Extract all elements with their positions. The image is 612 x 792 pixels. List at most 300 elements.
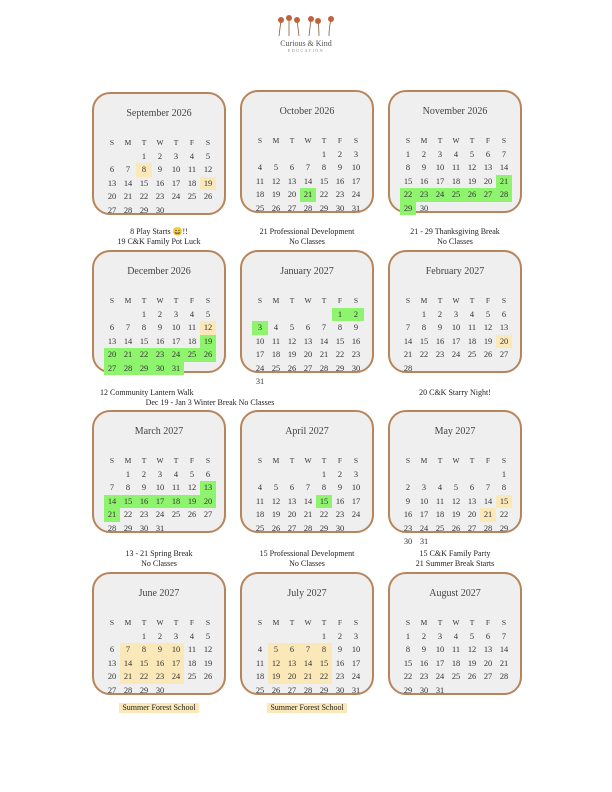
day-cell: 7: [120, 643, 136, 657]
weekday-label: F: [485, 296, 491, 305]
day-cell: 15: [496, 495, 512, 509]
day-cell: 7: [109, 483, 115, 492]
day-cell: 15: [139, 178, 149, 188]
day-cell: 27: [107, 205, 117, 215]
day-cell: 13: [467, 496, 477, 506]
month-grid: [104, 294, 216, 375]
note-july: [240, 703, 374, 713]
flowers-icon: [271, 14, 341, 38]
weekday-label: S: [205, 296, 211, 305]
day-cell: 21: [303, 510, 313, 519]
day-cell: 17: [255, 350, 265, 359]
day-cell: 1: [332, 308, 348, 322]
weekday-label: S: [405, 456, 411, 465]
day-cell: 21: [499, 658, 509, 668]
weekday-header: [104, 454, 216, 468]
day-cell: 27: [287, 523, 297, 533]
day-cell: 22: [403, 672, 413, 681]
empty-cell: [464, 468, 480, 482]
weekday-label: W: [452, 296, 460, 305]
empty-cell: [400, 468, 416, 482]
day-cell: 28: [107, 523, 117, 533]
day-cell: 27: [480, 188, 496, 202]
day-cell: 27: [499, 350, 509, 359]
week-row: [252, 670, 364, 684]
weekday-label: T: [321, 456, 327, 465]
day-cell: 3: [353, 469, 359, 479]
day-cell: 23: [435, 350, 445, 359]
day-cell: 13: [284, 657, 300, 671]
day-cell: 11: [451, 163, 461, 172]
day-cell: 9: [337, 163, 343, 172]
week-row: [104, 190, 216, 204]
week-row: [400, 630, 512, 644]
day-cell: 13: [107, 178, 117, 188]
day-cell: 13: [287, 496, 297, 506]
weekday-header: [252, 616, 364, 630]
day-cell: 21: [480, 508, 496, 522]
weekday-label: M: [420, 296, 428, 305]
empty-cell: [300, 308, 316, 322]
day-cell: 27: [107, 685, 117, 695]
week-row: [400, 308, 512, 322]
day-cell: 14: [120, 657, 136, 671]
day-cell: 29: [139, 205, 149, 215]
day-cell: 13: [483, 163, 493, 172]
summer-forest-school-label: Summer Forest School: [119, 703, 198, 713]
day-cell: 7: [125, 165, 131, 174]
day-cell: 31: [419, 537, 429, 546]
day-cell: 2: [157, 631, 163, 641]
day-cell: 4: [173, 469, 179, 479]
day-cell: 7: [405, 323, 411, 332]
day-cell: 24: [351, 190, 361, 199]
weekday-label: M: [272, 618, 280, 627]
weekday-label: T: [173, 618, 179, 627]
day-cell: 18: [255, 510, 265, 519]
day-cell: 4: [453, 631, 459, 641]
day-cell: 24: [351, 510, 361, 519]
week-row: [104, 670, 216, 684]
week-row: [252, 161, 364, 175]
week-row: [400, 684, 512, 698]
day-cell: 8: [136, 643, 152, 657]
day-cell: 28: [123, 685, 133, 695]
day-cell: 14: [123, 336, 133, 346]
day-cell: 6: [109, 165, 115, 174]
day-cell: 5: [469, 631, 475, 641]
week-row: [400, 148, 512, 162]
day-cell: 11: [255, 496, 265, 506]
week-row: [104, 522, 216, 536]
day-cell: 4: [189, 309, 195, 319]
day-cell: 26: [271, 685, 281, 695]
day-cell: 25: [451, 672, 461, 681]
day-cell: 5: [205, 631, 211, 641]
weekday-label: S: [405, 618, 411, 627]
weekday-label: T: [321, 618, 327, 627]
weekday-label: T: [321, 136, 327, 145]
weekday-label: S: [109, 456, 115, 465]
day-cell: 10: [171, 323, 181, 332]
day-cell: 6: [289, 163, 295, 172]
day-cell: 26: [187, 510, 197, 519]
week-row: [104, 321, 216, 335]
note-line: Dec 19 - Jan 3 Winter Break No Classes: [145, 398, 275, 407]
empty-cell: [120, 150, 136, 164]
day-cell: 9: [421, 163, 427, 172]
day-cell: 30: [335, 203, 345, 213]
day-cell: 16: [335, 176, 345, 186]
day-cell: 10: [171, 165, 181, 174]
empty-cell: [268, 468, 284, 482]
day-cell: 26: [271, 203, 281, 213]
day-cell: 17: [351, 658, 361, 668]
day-cell: 28: [319, 363, 329, 373]
day-cell: 9: [157, 323, 163, 332]
day-cell: 11: [171, 483, 181, 492]
day-cell: 8: [316, 643, 332, 657]
week-row: [252, 495, 364, 509]
day-cell: 31: [351, 685, 361, 695]
weekday-label: W: [452, 618, 460, 627]
weekday-label: W: [156, 618, 164, 627]
weekday-label: T: [173, 456, 179, 465]
empty-cell: [284, 148, 300, 162]
week-row: [252, 188, 364, 202]
day-cell: 26: [203, 672, 213, 681]
week-row: [252, 630, 364, 644]
weekday-header: [400, 454, 512, 468]
weekday-label: M: [272, 296, 280, 305]
day-cell: 29: [136, 362, 152, 376]
day-cell: 30: [335, 685, 345, 695]
day-cell: 4: [189, 151, 195, 161]
day-cell: 24: [255, 363, 265, 373]
day-cell: 29: [403, 685, 413, 695]
weekday-label: S: [257, 136, 263, 145]
week-row: [104, 508, 216, 522]
summer-forest-school-label: Summer Forest School: [267, 703, 346, 713]
day-cell: 31: [351, 203, 361, 213]
day-cell: 27: [303, 363, 313, 373]
empty-cell: [284, 308, 300, 322]
day-cell: 20: [496, 335, 512, 349]
weekday-label: M: [124, 618, 132, 627]
day-cell: 10: [435, 163, 445, 172]
day-cell: 29: [123, 523, 133, 533]
weekday-label: S: [109, 618, 115, 627]
week-row: [400, 202, 512, 216]
day-cell: 2: [157, 151, 163, 161]
note-april: [240, 549, 374, 569]
day-cell: 28: [303, 203, 313, 213]
day-cell: 13: [200, 481, 216, 495]
day-cell: 25: [467, 350, 477, 359]
weekday-label: M: [124, 456, 132, 465]
day-cell: 19: [200, 335, 216, 349]
day-cell: 17: [435, 176, 445, 186]
day-cell: 9: [141, 483, 147, 492]
day-cell: 28: [303, 685, 313, 695]
day-cell: 26: [200, 348, 216, 362]
note-march: [92, 549, 226, 569]
weekday-label: F: [189, 456, 195, 465]
day-cell: 3: [173, 631, 179, 641]
day-cell: 15: [335, 336, 345, 346]
day-cell: 23: [419, 672, 429, 681]
day-cell: 10: [255, 336, 265, 346]
day-cell: 18: [187, 658, 197, 668]
day-cell: 20: [104, 348, 120, 362]
empty-cell: [104, 308, 120, 322]
day-cell: 17: [451, 336, 461, 346]
day-cell: 13: [287, 176, 297, 186]
day-cell: 5: [485, 309, 491, 319]
month-grid: [104, 454, 216, 535]
day-cell: 4: [257, 645, 263, 654]
day-cell: 13: [107, 336, 117, 346]
day-cell: 18: [168, 495, 184, 509]
day-cell: 19: [483, 336, 493, 346]
day-cell: 25: [448, 188, 464, 202]
weekday-label: T: [173, 296, 179, 305]
week-row: [400, 522, 512, 536]
day-cell: 29: [139, 685, 149, 695]
day-cell: 23: [335, 510, 345, 519]
day-cell: 21: [300, 188, 316, 202]
day-cell: 15: [316, 495, 332, 509]
day-cell: 25: [184, 348, 200, 362]
day-cell: 2: [337, 631, 343, 641]
empty-cell: [252, 468, 268, 482]
day-cell: 30: [152, 362, 168, 376]
day-cell: 10: [351, 483, 361, 492]
week-row: [400, 508, 512, 522]
week-row: [252, 375, 364, 389]
empty-cell: [432, 468, 448, 482]
note-line: 21 - 29 Thanksgiving Break: [410, 227, 500, 236]
day-cell: 26: [287, 363, 297, 373]
day-cell: 21: [104, 508, 120, 522]
empty-cell: [104, 468, 120, 482]
day-cell: 18: [255, 672, 265, 681]
day-cell: 23: [403, 523, 413, 533]
day-cell: 11: [255, 658, 265, 668]
note-june: [92, 703, 226, 713]
weekday-header: [400, 134, 512, 148]
weekday-label: S: [405, 136, 411, 145]
day-cell: 5: [268, 643, 284, 657]
empty-cell: [284, 468, 300, 482]
month-grid: [104, 616, 216, 697]
day-cell: 15: [403, 176, 413, 186]
day-cell: 2: [337, 469, 343, 479]
day-cell: 12: [187, 483, 197, 492]
weekday-label: T: [289, 296, 295, 305]
day-cell: 7: [321, 323, 327, 332]
day-cell: 2: [157, 309, 163, 319]
day-cell: 19: [451, 510, 461, 519]
weekday-label: S: [501, 136, 507, 145]
day-cell: 29: [319, 523, 329, 533]
day-cell: 1: [421, 309, 427, 319]
day-cell: 17: [171, 336, 181, 346]
weekday-header: [252, 294, 364, 308]
day-cell: 25: [187, 672, 197, 681]
week-row: [400, 643, 512, 657]
day-cell: 1: [321, 469, 327, 479]
day-cell: 31: [155, 523, 165, 533]
day-cell: 28: [120, 362, 136, 376]
week-row: [400, 362, 512, 376]
weekday-label: S: [353, 618, 359, 627]
day-cell: 23: [351, 350, 361, 359]
day-cell: 16: [435, 336, 445, 346]
week-row: [400, 321, 512, 335]
day-cell: 1: [405, 631, 411, 641]
weekday-label: S: [205, 618, 211, 627]
day-cell: 23: [152, 348, 168, 362]
weekday-label: F: [189, 296, 195, 305]
day-cell: 2: [421, 631, 427, 641]
day-cell: 8: [136, 163, 152, 177]
weekday-label: T: [437, 136, 443, 145]
week-row: [252, 348, 364, 362]
day-cell: 4: [469, 309, 475, 319]
weekday-label: W: [156, 456, 164, 465]
weekday-label: M: [420, 456, 428, 465]
day-cell: 16: [419, 658, 429, 668]
day-cell: 3: [252, 321, 268, 335]
day-cell: 8: [501, 483, 507, 492]
weekday-label: W: [156, 296, 164, 305]
day-cell: 11: [187, 323, 197, 332]
note-february: [388, 388, 522, 398]
month-title: January 2027: [280, 266, 334, 277]
day-cell: 24: [435, 672, 445, 681]
day-cell: 10: [435, 645, 445, 654]
day-cell: 18: [467, 336, 477, 346]
week-row: [252, 308, 364, 322]
day-cell: 7: [501, 149, 507, 159]
day-cell: 6: [305, 323, 311, 332]
day-cell: 21: [120, 348, 136, 362]
week-row: [104, 177, 216, 191]
day-cell: 15: [419, 336, 429, 346]
calendar-november-2026: [388, 90, 522, 213]
day-cell: 23: [152, 670, 168, 684]
day-cell: 7: [305, 483, 311, 492]
weekday-label: S: [405, 296, 411, 305]
day-cell: 5: [205, 151, 211, 161]
day-cell: 9: [353, 323, 359, 332]
day-cell: 24: [351, 672, 361, 681]
day-cell: 21: [123, 192, 133, 201]
month-grid: [252, 454, 364, 535]
month-title: March 2027: [134, 426, 184, 437]
day-cell: 9: [337, 483, 343, 492]
day-cell: 2: [437, 309, 443, 319]
week-row: [104, 348, 216, 362]
note-december: [100, 388, 320, 408]
note-line: 21 Summer Break Starts: [415, 559, 495, 568]
day-cell: 31: [435, 685, 445, 695]
day-cell: 26: [467, 672, 477, 681]
day-cell: 28: [123, 205, 133, 215]
day-cell: 9: [405, 496, 411, 506]
day-cell: 19: [467, 176, 477, 186]
day-cell: 25: [255, 523, 265, 533]
empty-cell: [120, 308, 136, 322]
day-cell: 20: [303, 350, 313, 359]
day-cell: 9: [152, 643, 168, 657]
day-cell: 16: [155, 336, 165, 346]
week-row: [252, 481, 364, 495]
day-cell: 17: [435, 658, 445, 668]
day-cell: 16: [136, 495, 152, 509]
day-cell: 20: [107, 192, 117, 201]
weekday-label: W: [304, 296, 312, 305]
day-cell: 3: [173, 151, 179, 161]
week-row: [252, 335, 364, 349]
day-cell: 14: [303, 176, 313, 186]
weekday-header: [104, 616, 216, 630]
week-row: [104, 481, 216, 495]
note-line: 15 C&K Family Party: [419, 549, 491, 558]
week-row: [400, 468, 512, 482]
week-row: [252, 202, 364, 216]
day-cell: 12: [271, 176, 281, 186]
day-cell: 30: [139, 523, 149, 533]
month-grid: [400, 616, 512, 697]
day-cell: 7: [485, 483, 491, 492]
day-cell: 4: [189, 631, 195, 641]
day-cell: 1: [321, 631, 327, 641]
weekday-label: S: [353, 296, 359, 305]
day-cell: 11: [187, 165, 197, 174]
day-cell: 12: [467, 163, 477, 172]
day-cell: 19: [203, 658, 213, 668]
day-cell: 24: [171, 192, 181, 201]
month-title: June 2027: [138, 588, 180, 599]
day-cell: 2: [405, 483, 411, 492]
weekday-label: T: [141, 456, 147, 465]
day-cell: 8: [321, 163, 327, 172]
day-cell: 18: [255, 190, 265, 199]
day-cell: 2: [421, 149, 427, 159]
day-cell: 20: [483, 658, 493, 668]
empty-cell: [480, 468, 496, 482]
day-cell: 13: [499, 323, 509, 332]
weekday-label: S: [501, 618, 507, 627]
day-cell: 20: [287, 190, 297, 199]
day-cell: 8: [337, 323, 343, 332]
empty-cell: [268, 148, 284, 162]
day-cell: 16: [335, 658, 345, 668]
day-cell: 8: [125, 483, 131, 492]
day-cell: 16: [419, 176, 429, 186]
weekday-label: T: [437, 618, 443, 627]
week-row: [400, 670, 512, 684]
week-row: [104, 684, 216, 698]
day-cell: 12: [203, 165, 213, 174]
day-cell: 24: [168, 670, 184, 684]
weekday-label: T: [141, 618, 147, 627]
day-cell: 6: [501, 309, 507, 319]
week-row: [400, 495, 512, 509]
day-cell: 4: [437, 483, 443, 492]
